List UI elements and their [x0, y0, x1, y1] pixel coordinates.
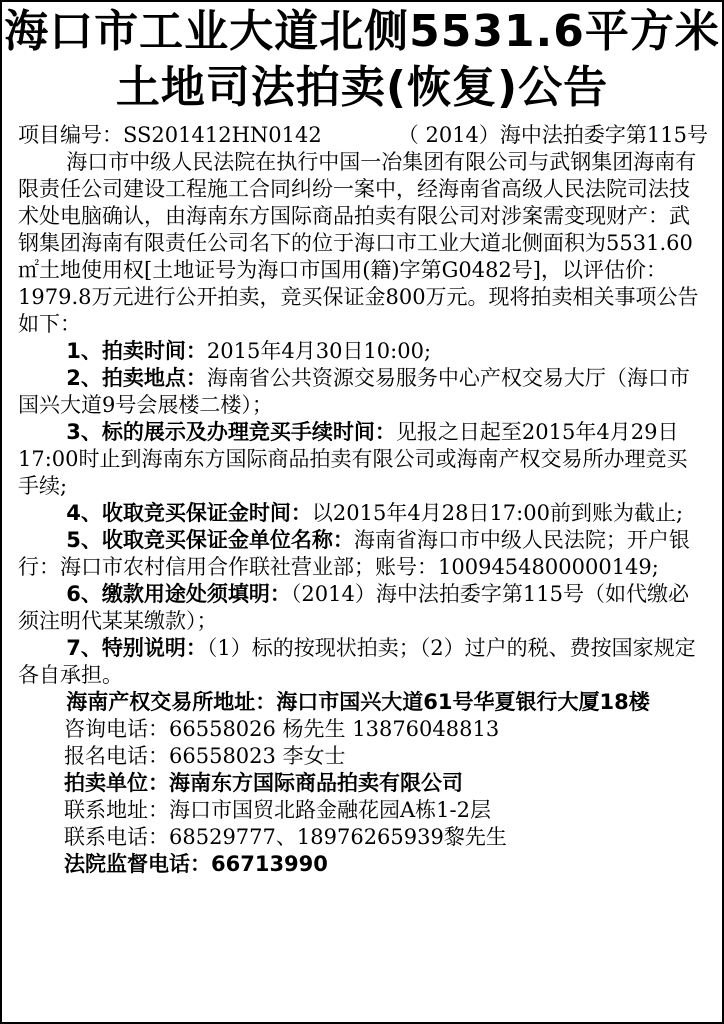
- item-3-label: 3、标的展示及办理竞买手续时间：: [66, 420, 396, 444]
- item-2: [18, 365, 708, 419]
- contact-address: 联系地址：海口市国贸北路金融花园A栋1-2层: [64, 798, 491, 822]
- consult-phone: 咨询电话：66558026 杨先生 13876048813: [64, 717, 500, 741]
- meta-row: [18, 122, 708, 149]
- item-5-text: 海南省海口市中级人民法院；开户银行：海口市农村信用合作联社营业部；账号：1009454800000149;: [18, 528, 690, 579]
- court-supervision-phone: 法院监督电话：66713990: [64, 852, 328, 876]
- title-line-1: 海口市工业大道北侧5531.6平方米: [4, 6, 720, 57]
- item-7: [18, 635, 708, 689]
- item-1: [18, 338, 708, 365]
- contact-phone: 联系电话：68529777、18976265939黎先生: [64, 825, 507, 849]
- item-6-label: 6、缴款用途处须填明：: [66, 582, 291, 606]
- item-4: [18, 500, 708, 527]
- case-number: （ 2014）海中法拍委字第115号: [397, 123, 708, 147]
- title-line-2: 土地司法拍卖(恢复)公告: [115, 62, 609, 113]
- item-7-label: 7、特别说明：: [66, 636, 207, 660]
- item-4-label: 4、收取竞买保证金时间：: [66, 501, 312, 525]
- item-2-text: 海南省公共资源交易服务中心产权交易大厅（海口市国兴大道9号会展楼二楼）；: [18, 366, 690, 417]
- item-1-label: 1、拍卖时间：: [66, 339, 207, 363]
- project-number: 项目编号：SS201412HN0142: [18, 123, 322, 147]
- item-7-text: （1）标的按现状拍卖；（2）过户的税、费按国家规定各自承担。: [18, 636, 696, 687]
- item-5-label: 5、收取竞买保证金单位名称：: [66, 528, 354, 552]
- notice-body: [2, 122, 722, 878]
- signup-phone: 报名电话：66558023 李女士: [64, 744, 346, 768]
- item-5: [18, 527, 708, 581]
- auctioneer: 拍卖单位：海南东方国际商品拍卖有限公司: [64, 771, 463, 795]
- exchange-address: 海南产权交易所地址：海口市国兴大道61号华夏银行大厦18楼: [66, 690, 650, 714]
- notice-title: [2, 4, 722, 116]
- item-3: [18, 419, 708, 500]
- item-1-text: 2015年4月30日10:00;: [206, 339, 432, 363]
- item-3-text: 见报之日起至2015年4月29日17:00时止到海南东方国际商品拍卖有限公司或海南产权交易所办理竞买手续;: [18, 420, 688, 498]
- item-4-text: 以2015年4月28日17:00前到账为截止;: [311, 501, 684, 525]
- intro-paragraph: 海口市中级人民法院在执行中国一冶集团有限公司与武钢集团海南有限责任公司建设工程施工合同纠纷一案中，经海南省高级人民法院司法技术处电脑确认，由海南东方国际商品拍卖有限公司对涉案需变现财产：武钢集团海南有限责任公司名下的位于海口市工业大道北侧面积为5531.60㎡土地使用权[土地证号为海口市国用(籍)字第G0482号]，以评估价：1979.8万元进行公开拍卖，竞买保证金800万元。现将拍卖相关事项公告如下：: [18, 150, 699, 336]
- item-2-label: 2、拍卖地点：: [66, 366, 207, 390]
- item-6: [18, 581, 708, 635]
- contact-block: [18, 716, 708, 878]
- item-6-text: （2014）海中法拍委字第115号（如代缴必须注明代某某缴款）；: [18, 582, 689, 633]
